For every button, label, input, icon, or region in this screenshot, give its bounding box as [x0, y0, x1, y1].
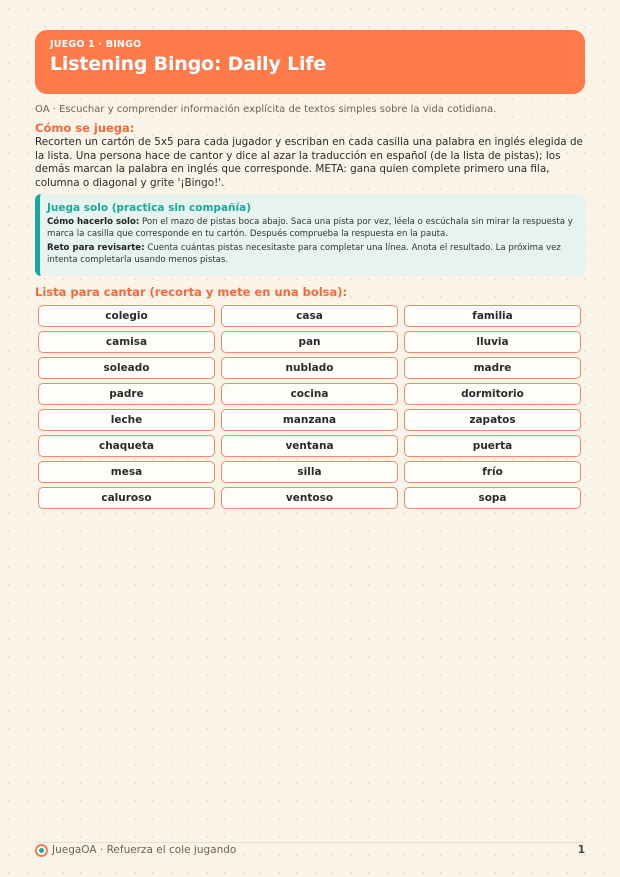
solo-challenge-text: Cuenta cuántas pistas necesitaste para completar una línea. Anota el resultado. La próxima vez intenta completarla usando menos pistas. [47, 243, 561, 265]
page-number: 1 [577, 844, 585, 856]
title-banner [35, 30, 585, 94]
word-card: madre [404, 357, 581, 379]
footer [35, 843, 585, 857]
word-card: puerta [404, 435, 581, 457]
word-card: sopa [404, 487, 581, 509]
solo-title: Juega solo (practica sin compañía) [47, 202, 251, 214]
footer-brand: JuegaOA · Refuerza el cole jugando [52, 844, 237, 856]
word-card: leche [38, 409, 215, 431]
word-card: manzana [221, 409, 398, 431]
word-card: ventoso [221, 487, 398, 509]
word-card: chaqueta [38, 435, 215, 457]
solo-challenge-label: Reto para revisarte: [47, 243, 145, 253]
learning-objective: OA · Escuchar y comprender información explícita de textos simples sobre la vida cotidiana. [35, 104, 497, 115]
word-card: ventana [221, 435, 398, 457]
word-card: camisa [38, 331, 215, 353]
word-card: pan [221, 331, 398, 353]
word-card: caluroso [38, 487, 215, 509]
solo-play-box [35, 194, 585, 276]
word-card: nublado [221, 357, 398, 379]
word-card: zapatos [404, 409, 581, 431]
word-card: padre [38, 383, 215, 405]
solo-challenge-paragraph [47, 243, 573, 266]
word-card: soleado [38, 357, 215, 379]
word-card: mesa [38, 461, 215, 483]
word-card: lluvia [404, 331, 581, 353]
word-card: silla [221, 461, 398, 483]
howto-text: Recorten un cartón de 5x5 para cada jugador y escriban en cada casilla una palabra en inglés elegida de la lista. Una persona hace de cantor y dice al azar la traducción en español (de la lista de pistas); los demás marcan la palabra en inglés que corresponde. META: gana quien complete primero una fila, columna o diagonal y grite '¡Bingo!'. [35, 136, 583, 189]
word-card: colegio [38, 305, 215, 327]
word-card: dormitorio [404, 383, 581, 405]
list-title: Lista para cantar (recorta y mete en una bolsa): [35, 285, 348, 299]
solo-how-text: Pon el mazo de pistas boca abajo. Saca una pista por vez, léela o escúchala sin mirar la respuesta y marca la casilla que corresponde en tu cartón. Después comprueba la respuesta en la pauta. [47, 217, 573, 239]
page-title: Listening Bingo: Daily Life [50, 53, 327, 75]
howto-title: Cómo se juega: [35, 121, 135, 135]
game-kicker: JUEGO 1 · BINGO [50, 39, 142, 50]
solo-how-label: Cómo hacerlo solo: [47, 217, 140, 227]
word-card: familia [404, 305, 581, 327]
solo-how-paragraph [47, 217, 573, 240]
word-card: cocina [221, 383, 398, 405]
word-card: casa [221, 305, 398, 327]
word-list-grid [38, 305, 582, 509]
word-card: frío [404, 461, 581, 483]
juegaoa-logo-icon [35, 844, 48, 857]
